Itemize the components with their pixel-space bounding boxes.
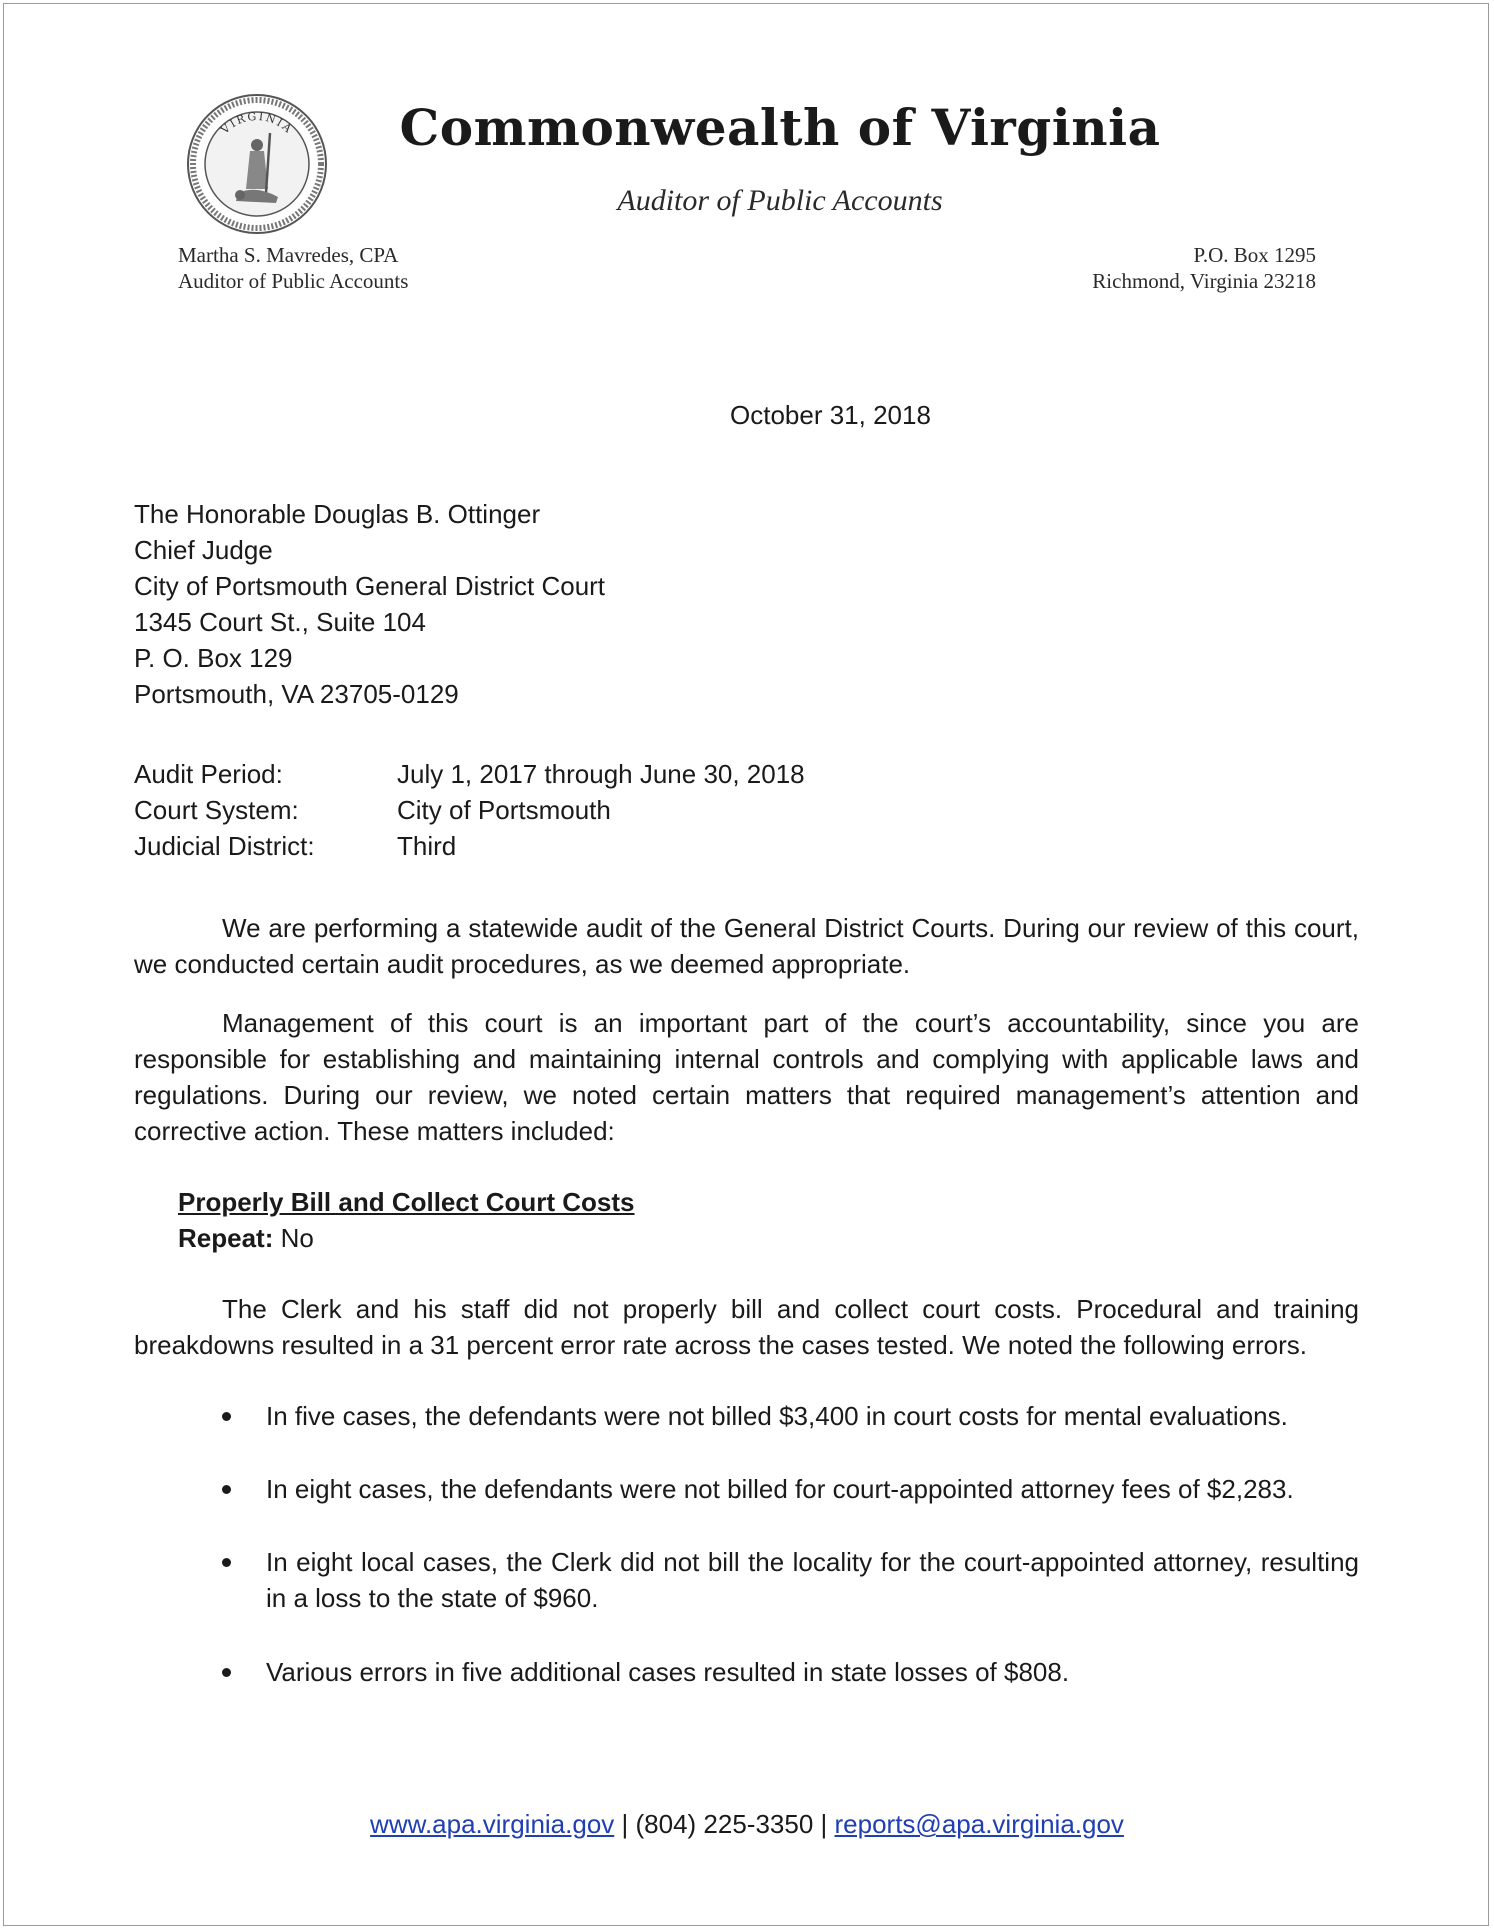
addressee-block	[134, 496, 605, 712]
repeat-label: Repeat:	[178, 1223, 274, 1253]
paragraph-text: The Clerk and his staff did not properly bill and collect court costs. Procedural and training breakdowns resulted in a 31 percent error rate across the cases tested. We noted the following errors.	[134, 1294, 1359, 1360]
audit-info-value: Third	[397, 831, 457, 861]
addressee-line: The Honorable Douglas B. Ottinger	[134, 499, 541, 529]
list-item	[222, 1471, 1359, 1507]
list-item	[222, 1654, 1359, 1690]
bullet-icon	[222, 1668, 231, 1677]
finding-bullet-list	[222, 1654, 1359, 1690]
addressee-line: 1345 Court St., Suite 104	[134, 607, 426, 637]
addressee-line: Chief Judge	[134, 535, 273, 565]
audit-info-label: Judicial District:	[134, 831, 315, 861]
audit-info-table	[134, 756, 805, 864]
footer-separator: |	[614, 1809, 636, 1839]
finding-intro-paragraph	[134, 1291, 1359, 1363]
website-link[interactable]: www.apa.virginia.gov	[370, 1809, 615, 1839]
list-item	[222, 1544, 1359, 1616]
audit-info-label: Audit Period:	[134, 759, 283, 789]
virginia-state-seal-icon	[186, 93, 328, 235]
finding-bullet-list	[222, 1471, 1359, 1507]
addressee-line: City of Portsmouth General District Court	[134, 571, 606, 601]
addressee-line: Portsmouth, VA 23705-0129	[134, 679, 459, 709]
finding-bullet-list	[222, 1398, 1359, 1434]
letterhead-title: Commonwealth of Virginia	[399, 98, 1161, 157]
sender-block	[178, 242, 408, 294]
finding-repeat	[178, 1220, 314, 1256]
finding-title: Properly Bill and Collect Court Costs	[178, 1187, 635, 1217]
audit-info-row	[134, 792, 805, 828]
bullet-text: In eight local cases, the Clerk did not bill the locality for the court-appointed attorney, resulting in a loss to the state of $960.	[266, 1547, 1359, 1613]
repeat-value: No	[280, 1223, 314, 1253]
mailing-address-block	[1092, 242, 1316, 294]
audit-info-label: Court System:	[134, 795, 299, 825]
list-item	[222, 1398, 1359, 1434]
letter-date: October 31, 2018	[730, 400, 931, 430]
letterhead-subtitle: Auditor of Public Accounts	[617, 184, 943, 217]
addressee-line: P. O. Box 129	[134, 643, 293, 673]
city-state-zip: Richmond, Virginia 23218	[1092, 269, 1316, 293]
audit-info-value: City of Portsmouth	[397, 795, 611, 825]
sender-name: Martha S. Mavredes, CPA	[178, 243, 399, 267]
sender-title: Auditor of Public Accounts	[178, 269, 409, 293]
seal-text: VIRGINIA	[218, 109, 296, 137]
bullet-text: Various errors in five additional cases resulted in state losses of $808.	[266, 1657, 1070, 1687]
paragraph-text: We are performing a statewide audit of the General District Courts. During our review of this court, we conducted certain audit procedures, as we deemed appropriate.	[134, 913, 1359, 979]
audit-info-value: July 1, 2017 through June 30, 2018	[397, 759, 805, 789]
page-footer	[0, 1806, 1494, 1842]
audit-info-row	[134, 756, 805, 792]
body-paragraph	[134, 1005, 1359, 1149]
email-link[interactable]: reports@apa.virginia.gov	[834, 1809, 1124, 1839]
paragraph-text: Management of this court is an important part of the court’s accountability, since you are responsible for establishing and maintaining internal controls and complying with applicable laws and regulations. During our review, we noted certain matters that required management’s attention and corrective action. These matters included:	[134, 1008, 1359, 1146]
bullet-icon	[222, 1412, 231, 1421]
bullet-text: In five cases, the defendants were not billed $3,400 in court costs for mental evaluations.	[266, 1401, 1288, 1431]
bullet-text: In eight cases, the defendants were not billed for court-appointed attorney fees of $2,283.	[266, 1474, 1294, 1504]
finding-bullet-list	[222, 1544, 1359, 1616]
bullet-icon	[222, 1558, 231, 1567]
po-box: P.O. Box 1295	[1193, 243, 1316, 267]
bullet-icon	[222, 1485, 231, 1494]
audit-info-row	[134, 828, 805, 864]
body-paragraph	[134, 910, 1359, 982]
footer-phone: (804) 225-3350	[635, 1809, 814, 1839]
footer-separator: |	[813, 1809, 835, 1839]
